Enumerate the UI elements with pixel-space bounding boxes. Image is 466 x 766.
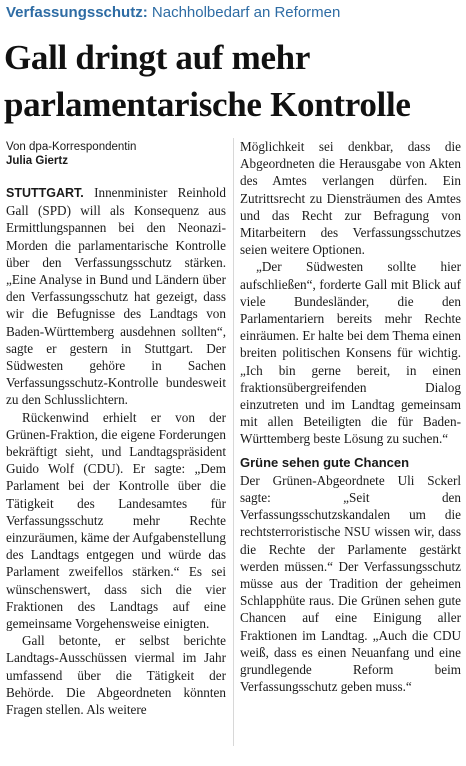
byline-source: Von dpa-Korrespondentin <box>6 141 137 153</box>
section-header <box>6 4 340 21</box>
article-column-1 <box>6 184 226 718</box>
section-subline: Nachholbedarf an Reformen <box>151 4 341 21</box>
headline <box>4 34 462 128</box>
paragraph-text: Innenminister Reinhold Gall (SPD) will als Konsequenz aus Ermittlungspannen bei den Neonazi-Morden die parlamentarische Kontrolle über den Verfassungsschutz stärken. „Eine Analyse in Bund und Ländern über den Verfassungsschutz hat gezeigt, dass wir die Befugnisse des Landtags von Baden-Württemberg ausdehnen sollten“, sagte er gestern in Stuttgart. Der Südwesten gehöre in Sachen Verfassungsschutz-Kontrolle bundesweit zu den Schlusslichtern. <box>6 185 226 408</box>
byline-author: Julia Giertz <box>6 155 68 167</box>
article-paragraph <box>6 184 226 409</box>
article-paragraph: „Der Südwesten sollte hier aufschließen“, forderte Gall mit Blick auf viele Bundesländer, die den Parlamentariern bereits mehr Rechte einräumen. Er halte bei dem Thema einen breiten politischen Konsens für wichtig. „Ich bin gerne bereit, in einen fraktionsübergreifenden Dialog einzutreten und im Landtag gemeinsam mit allen Beteiligten die für Baden-Württemberg beste Lösung zu suchen.“ <box>240 259 461 447</box>
article-column-2 <box>240 138 461 696</box>
section-kicker: Verfassungsschutz: <box>6 4 148 21</box>
article-paragraph: Der Grünen-Abgeordnete Uli Sckerl sagte: „Seit den Verfassungsschutzskandalen um die rechtsterroristische NSU wissen wir, dass die Rechte der Parlamente gestärkt werden müssen.“ Der Verfassungsschutz müsse aus der Tradition der geheimen Schlapphüte raus. Die Grünen sehen gute Chancen auf eine Einigung aller Fraktionen im Landtag. „Auch die CDU weiß, dass es einen Neuanfang und eine grundlegende Reform beim Verfassungsschutz geben muss.“ <box>240 472 461 695</box>
article-subhead: Grüne sehen gute Chancen <box>240 454 410 470</box>
dateline: STUTTGART. <box>6 186 84 200</box>
article-paragraph: Möglichkeit sei denkbar, dass die Abgeordneten die Herausgabe von Akten des Amtes verlangen dürfen. Ein Zutrittsrecht zu Diensträumen des Amtes und das Recht zur Befragung von Mitarbeitern des Verfassungsschutzes seien weitere Optionen. <box>240 139 461 258</box>
byline <box>6 140 136 168</box>
article-paragraph: Rückenwind erhielt er von der Grünen-Fraktion, die eigene Forderungen bekräftigt sieht, und Landtagspräsident Guido Wolf (CDU). Er sagte: „Dem Parlament bei der Kontrolle über die Tätigkeit des Landesamtes für Verfassungsschutz mehr Rechte einzuräumen, käme der Aufgabenstellung des Landtags entgegen und würde das Parlament zweifellos stärken.“ Es sei wünschenswert, dass sich die vier Fraktionen des Landtags auf eine gemeinsame Vorgehensweise einigten. <box>6 409 226 632</box>
headline-line-2: parlamentarische Kontrolle <box>4 85 411 124</box>
article-paragraph: Gall betonte, er selbst berichte Landtags-Ausschüssen viermal im Jahr umfassend über die Tätigkeit der Behörde. Die Abgeordneten könnten Fragen stellen. Als weitere <box>6 633 226 718</box>
headline-line-1: Gall dringt auf mehr <box>4 38 311 77</box>
column-divider <box>233 138 234 746</box>
